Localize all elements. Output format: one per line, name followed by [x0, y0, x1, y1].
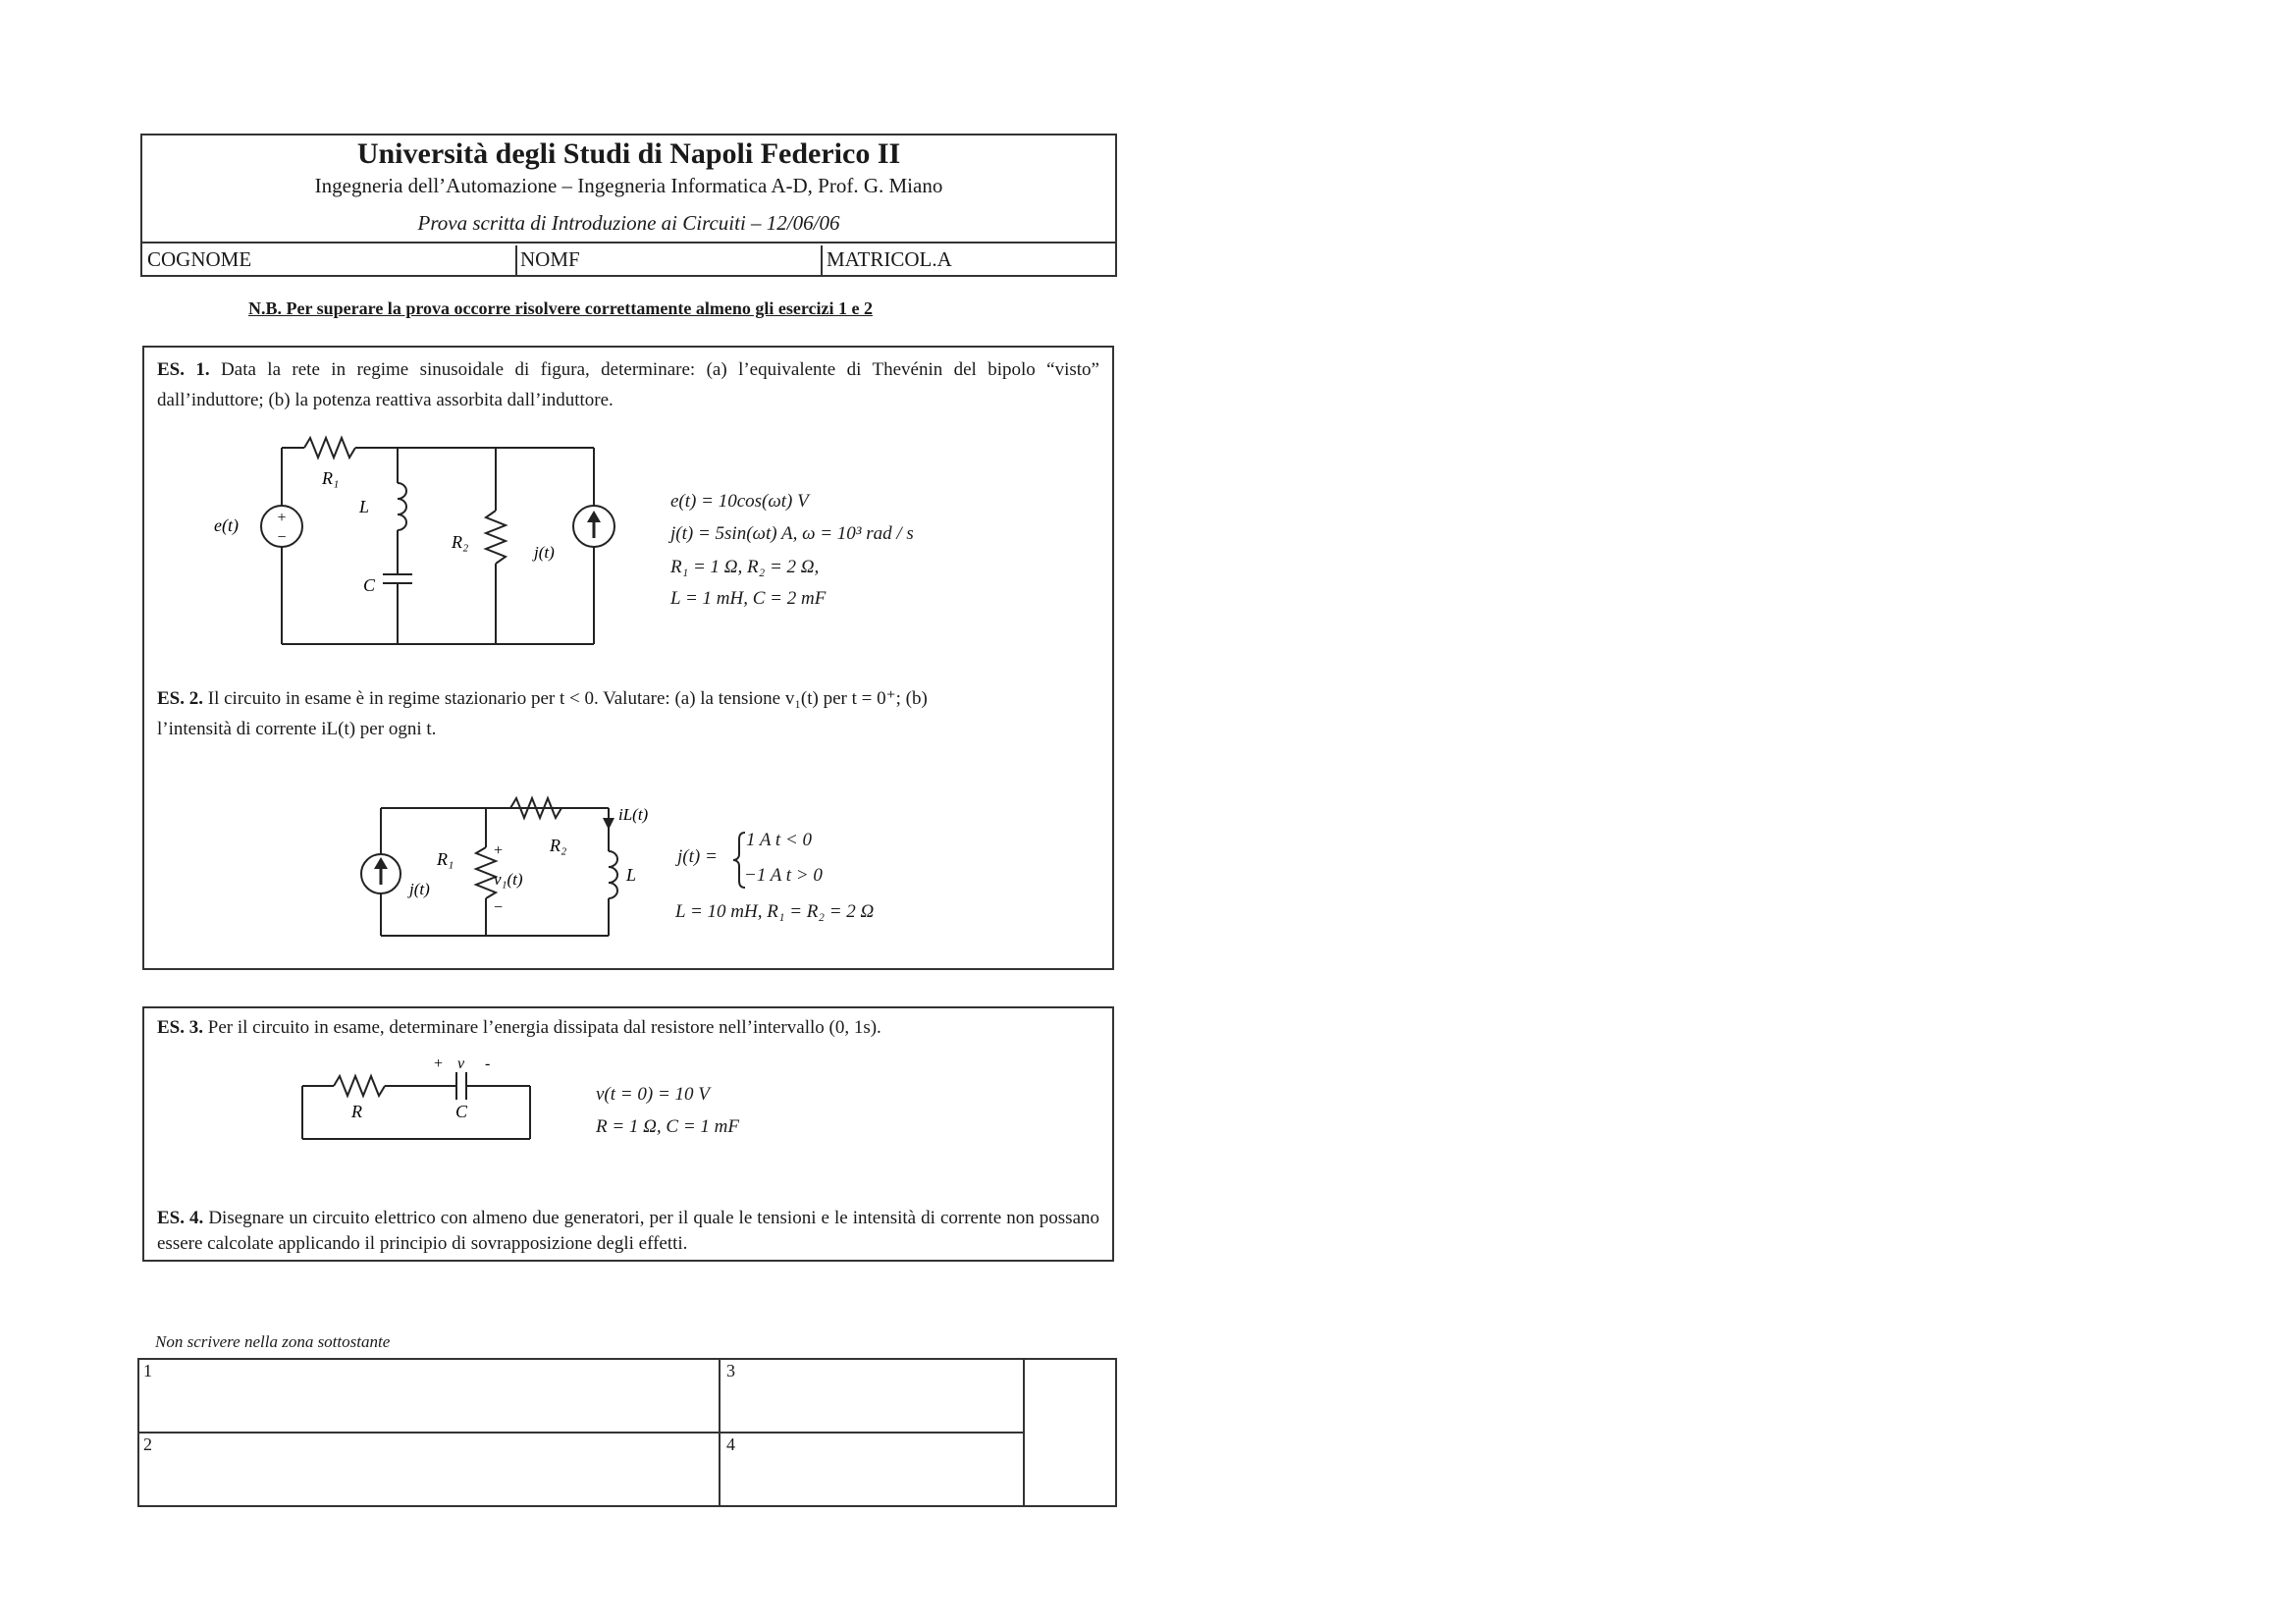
r2-label: R₂ [452, 532, 469, 552]
l-label: L [359, 497, 370, 516]
es2-minus: − [494, 899, 504, 916]
es3-circuit [294, 1053, 540, 1146]
j-label: j(t) [534, 543, 555, 562]
es1-param-e: e(t) = 10cos(ωt) V [670, 491, 809, 512]
pass-requirement-note: N.B. Per superare la prova occorre risolvere correttamente almeno gli esercizi 1 e 2 [248, 298, 873, 318]
es3-label: ES. 3. [157, 1017, 203, 1038]
e-source-minus: − [277, 529, 287, 546]
es1-param-lc: L = 1 mH, C = 2 mF [670, 588, 827, 609]
es1-label: ES. 1. [157, 359, 210, 380]
es1-circuit [206, 432, 618, 658]
grading-cell-1: 1 [143, 1361, 152, 1380]
course-subtitle: Ingegneria dell’Automazione – Ingegneria Informatica A-D, Prof. G. Miano [314, 174, 943, 197]
es2-text-line1 [157, 687, 1099, 710]
es2-v1-label: v₁(t) [494, 870, 523, 889]
es4-statement: Disegnare un circuito elettrico con almeno due generatori, per il quale le tensioni e le intensità di corrente non possano essere calcolate applicando il principio di sovrapposizione degli effetti. [157, 1208, 1099, 1254]
matricola-field-label[interactable]: MATRICOL.A [827, 247, 952, 271]
e-source-plus: + [277, 510, 287, 526]
es2-label: ES. 2. [157, 688, 203, 709]
es2-statement-b: l’intensità di corrente iL(t) per ogni t. [157, 719, 437, 739]
surname-field-label[interactable]: COGNOME [147, 247, 252, 271]
es3-r-label: R [351, 1102, 362, 1121]
es2-circuit [348, 790, 672, 947]
field-divider-1 [515, 245, 517, 277]
es4-label: ES. 4. [157, 1208, 204, 1228]
es1-text [157, 354, 1099, 415]
es3-param-rc: R = 1 Ω, C = 1 mF [596, 1116, 739, 1137]
es2-j-label: j(t) [409, 880, 430, 898]
es2-param-case2: −1 A t > 0 [744, 865, 823, 886]
es2-param-j-lhs: j(t) = [677, 846, 718, 867]
grading-cell-4: 4 [726, 1434, 735, 1454]
c-label: C [363, 575, 376, 595]
university-title: Università degli Studi di Napoli Federico II [356, 137, 901, 170]
header-divider [140, 242, 1117, 243]
es2-param-case1: 1 A t < 0 [746, 830, 813, 850]
r1-label: R₁ [322, 468, 340, 488]
es3-v-label: v [457, 1055, 465, 1072]
es4-text [157, 1206, 1099, 1257]
es2-r2-label: R₂ [550, 836, 567, 855]
es2-statement-a: Il circuito in esame è in regime stazionario per t < 0. Valutare: (a) la tensione v₁(t) per t = 0⁺; (b) [207, 688, 928, 709]
es2-r1-label: R₁ [437, 849, 454, 869]
grading-row-divider [137, 1432, 1024, 1434]
exam-title: Prova scritta di Introduzione ai Circuiti – 12/06/06 [417, 211, 840, 235]
es1-statement: Data la rete in regime sinusoidale di figura, determinare: (a) l’equivalente di Thevénin del bipolo “visto” dall’induttore; (b) la potenza reattiva assorbita dall’induttore. [157, 359, 1099, 410]
es2-il-label: iL(t) [618, 805, 649, 824]
e-label: e(t) [214, 515, 239, 535]
grading-col-divider-2 [1023, 1358, 1025, 1507]
es3-minus: - [485, 1055, 491, 1072]
footer-note: Non scrivere nella zona sottostante [155, 1332, 391, 1351]
grading-col-divider-1 [719, 1358, 721, 1507]
es2-plus: + [494, 842, 504, 859]
es2-param-line: L = 10 mH, R₁ = R₂ = 2 Ω [675, 901, 875, 922]
es3-statement: Per il circuito in esame, determinare l’energia dissipata dal resistore nell’intervallo (0, 1s). [207, 1017, 881, 1038]
grading-cell-2: 2 [143, 1434, 152, 1454]
field-divider-2 [821, 245, 823, 277]
es3-param-v0: v(t = 0) = 10 V [596, 1084, 710, 1105]
es1-param-r: R₁ = 1 Ω, R₂ = 2 Ω, [670, 557, 820, 577]
es1-param-j: j(t) = 5sin(ωt) A, ω = 10³ rad / s [670, 523, 914, 544]
grading-cell-3: 3 [726, 1361, 735, 1380]
es3-plus: + [434, 1055, 444, 1072]
es3-text [157, 1017, 881, 1039]
es2-l-label: L [626, 865, 637, 885]
es3-c-label: C [455, 1102, 468, 1121]
name-field-label[interactable]: NOMF [520, 247, 580, 271]
